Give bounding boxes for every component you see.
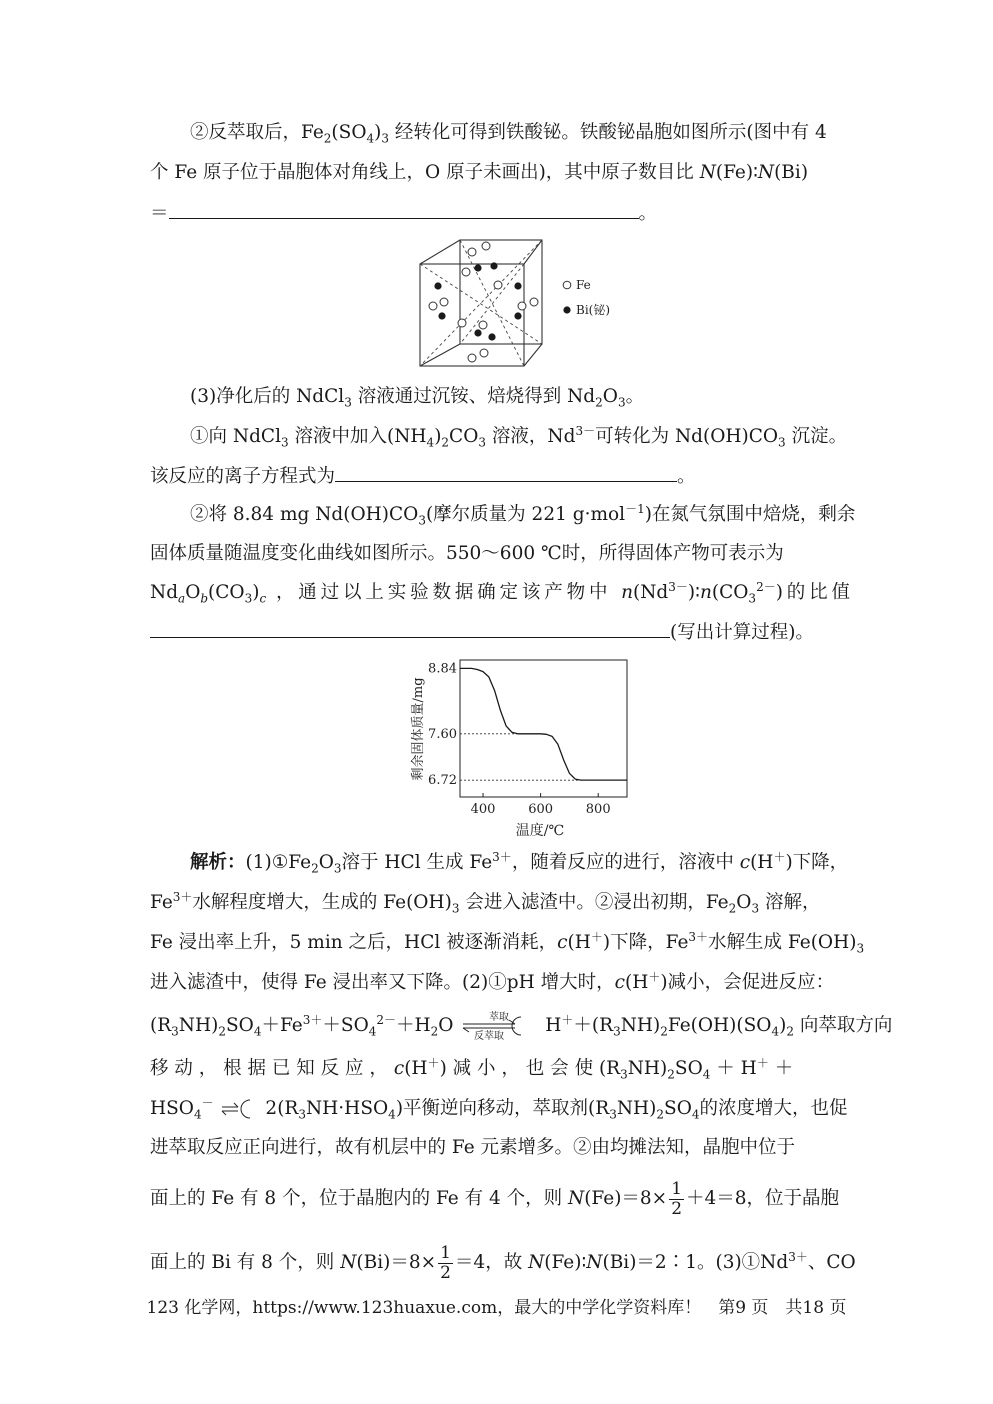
equilibrium-arrow-small-icon (220, 1098, 260, 1120)
crystal-cell-figure (410, 236, 630, 372)
q3-part2-line2: 固体质量随温度变化曲线如图所示。550～600 ℃时，所得固体产物可表示为 (150, 543, 784, 564)
analysis-line-10: 面上的 Bi 有 8 个，则 N(Bi)＝8× $\frac{1}{2}$ ＝4，故 N(Fe)∶N(Bi)＝2∶1。$(3)①Nd^{3+}$、CO (150, 1242, 856, 1283)
answer-blank[interactable] (169, 198, 639, 219)
chart-xlabel: 温度/℃ (515, 823, 565, 839)
q2-2-line-3: ＝ 。 (150, 198, 850, 229)
q3-part1-line1: ①向 NdCl$_3$ 溶液中加入$(NH_4)_2CO_3$ 溶液，$Nd^{3-}$可转化为 $Nd(OH)CO_3$ 沉淀。 (190, 423, 848, 450)
fraction-half: $\frac{1}{2}$ (440, 1242, 451, 1283)
analysis-line-1: 解析：$(1)①Fe_2O_3$溶于 HCl 生成 $Fe^{3+}$，随着反应的进行，溶液中 c(H＋)下降， (190, 849, 849, 876)
arrow-label-back-extraction: 反萃取 (474, 1031, 505, 1041)
q3-part2-line1: ②将 8.84 mg $Nd(OH)CO_3$(摩尔质量为 221 g·mol$^{-1}$)在氮气氛围中焙烧，剩余 (190, 501, 856, 528)
x-tick-label: 400 (470, 802, 496, 817)
q3-part2-line4: (写出计算过程)。 (150, 617, 850, 648)
analysis-line-6: 移 动 ， 根 据 已 知 反 应 ， c(H＋) 减 小 ， 也 会 使 $(R_3NH)_2SO_4 + H^+$ ＋ (150, 1055, 794, 1082)
analysis-line-8: 进萃取反应正向进行，故有机层中的 Fe 元素增多。②由均摊法知，晶胞中位于 (150, 1137, 796, 1158)
q2-2-line-2: 个 Fe 原子位于晶胞体对角线上，O 原子未画出)，其中原子数目比 N(Fe)∶N(Bi) (150, 162, 809, 183)
analysis-line-2: $Fe^{3+}$水解程度增大，生成的 $Fe(OH)_3$ 会进入滤渣中。②浸出初期，$Fe_2O_3$ 溶解， (150, 889, 821, 916)
q3-intro: (3)净化后的 NdCl$_3$ 溶液通过沉铵、焙烧得到 $Nd_2O_3$。 (190, 386, 645, 410)
q3-part1-line2: 该反应的离子方程式为 。 (150, 461, 850, 492)
plot-frame (460, 660, 627, 797)
equilibrium-arrow-icon (459, 1011, 539, 1041)
analysis-line-7: $HSO_4^-$ $2(R_3NH\cdot HSO_4)$平衡逆向移动，萃取剂$(R_3NH)_2SO_4$的浓度增大，也促 (150, 1095, 848, 1122)
analysis-line-9: 面上的 Fe 有 8 个，位于晶胞内的 Fe 有 4 个，则 N(Fe)＝8× $\frac{1}{2}$ ＋4＝8，位于晶胞 (150, 1178, 840, 1219)
equation-blank[interactable] (335, 461, 677, 482)
arrow-label-extraction: 萃取 (489, 1012, 510, 1023)
calculation-blank[interactable] (150, 617, 670, 638)
analysis-line-5: $(R_3NH)_2SO_4+Fe^{3+}+SO_4^{2-}+H_2O$ 萃取 反萃取 $H^++(R_3NH)_2Fe(OH)(SO_4)_2$ 向萃取方向 (150, 1012, 893, 1041)
y-tick-label: 7.60 (428, 726, 457, 742)
y-tick-label: 8.84 (428, 661, 457, 677)
page-footer: 123 化学网，https://www.123huaxue.com，最大的中学化学资料库！ 第9 页 共18 页 (146, 1298, 847, 1318)
q2-2-line-1: ②反萃取后，$Fe_2(SO_4)_3$ 经转化可得到铁酸铋。铁酸铋晶胞如图所示(图中有 4 (190, 122, 827, 146)
mass-temperature-chart (400, 655, 640, 840)
analysis-line-4: 进入滤渣中，使得 Fe 浸出率又下降。(2)①pH 增大时，c(H＋)减小，会促进反应： (150, 969, 835, 993)
fraction-half: $\frac{1}{2}$ (671, 1178, 683, 1219)
x-tick-label: 800 (585, 802, 611, 817)
mass-curve (460, 668, 627, 780)
x-tick-label: 600 (528, 802, 554, 817)
legend-bi-label: Bi(铋) (576, 303, 611, 317)
legend-fe-label: Fe (576, 278, 591, 292)
q3-part2-line3: $Nd_aO_b(CO_3)_c$ ，通过以上实验数据确定该产物中 $n(Nd^{3-})∶n(CO_3^{2-})$的比值 (150, 579, 851, 606)
legend-fe-symbol (563, 281, 571, 289)
legend-bi-symbol (563, 306, 570, 313)
y-tick-label: 6.72 (428, 773, 457, 789)
analysis-line-3: Fe 浸出率上升，5 min 之后，HCl 被逐渐消耗，c(H＋)下降，$Fe^{3+}$水解生成 $Fe(OH)_3$ (150, 929, 865, 956)
chart-ylabel: 剩余固体质量/mg (411, 677, 426, 781)
